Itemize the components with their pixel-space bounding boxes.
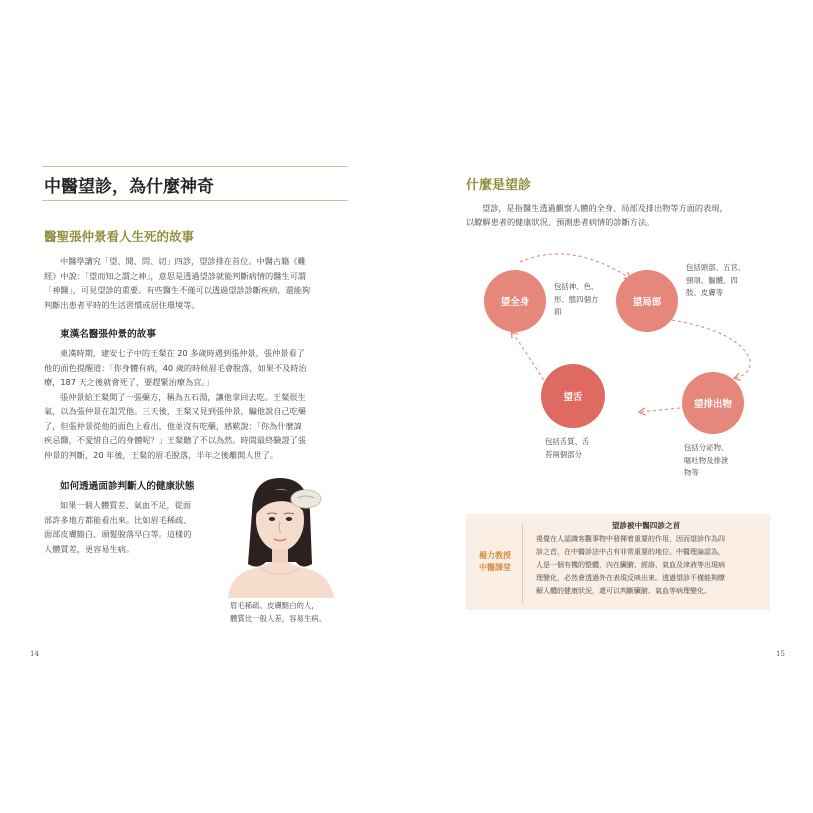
right-heading: 什麼是望診 (466, 178, 532, 193)
node-whole-body-desc: 包括神、色、 形、態四個方 面 (554, 282, 599, 316)
story-line: 氣，以為張仲景在詛咒他。三天後，王粲又見到張仲景，騙他說自己吃藥 (44, 406, 307, 416)
note-text: 視覺在人認識客觀事物中發揮着重要的作用，因而望診作為四 診之首，在中醫診法中占有非常重要的地位。中醫理論認為， 人是一個有機的整體，內在臟腑、經絡、氣血及津液等出現病 理變化，必然會透過外在表現反映出來。透過望診不僅能夠瞭 解人體的健康狀況，還可以判斷臟腑、氣血等病理變化。 (536, 535, 725, 595)
intro-line: 經》中說：「望而知之謂之神」，意思是透過望診就能判斷病情的醫生可謂 (44, 270, 306, 281)
node-label: 望全身 (500, 297, 530, 308)
node-excreta-desc: 包括分泌物、 嘔吐物及排泄 物等 (684, 443, 729, 477)
node-label: 望排出物 (693, 399, 732, 410)
intro-line: 中醫學講究「望、聞、問、切」四診，望診排在首位。中醫古籍《難 (60, 256, 306, 266)
face-line: 如果一個人體質差、氣血不足，從面 (60, 500, 192, 510)
node-excreta (682, 372, 744, 434)
story-line: 他的面色提醒道：「你身體有病，40 歲的時候眉毛會脫落，如果不及時治 (44, 362, 307, 373)
story-line: 疾忌醫，不愛惜自己的身體呢？」王粲聽了不以為然。時間最終驗證了張 (44, 435, 307, 445)
title-rule-bottom (42, 200, 348, 201)
right-intro-line: 望診，是指醫生透過觀察人體的全身、局部及排出物等方面的表現， (482, 203, 728, 213)
note-box (466, 514, 770, 610)
woman-illustration (222, 472, 340, 598)
node-label: 望局部 (632, 297, 662, 308)
story-line: 仲景的判斷，20 年後，王粲的眉毛脫落，半年之後離開人世了。 (44, 449, 279, 460)
illustration-caption (230, 600, 355, 625)
story-line: 張仲景給王粲開了一張藥方，稱為五石湯，讓他拿回去吃。王粲很生 (60, 391, 306, 402)
page-title: 中醫望診，為什麼神奇 (44, 177, 214, 197)
story-heading: 東漢名醫張仲景的故事 (60, 329, 156, 340)
story-line: 療，187 天之後就會死了，要趕緊治療為宜。」 (44, 377, 214, 387)
caption-line: 眉毛稀疏、皮膚黯白的人， (230, 601, 319, 610)
right-intro-line: 以瞭解患者的健康狀況、預測患者病情的診斷方法。 (466, 216, 655, 227)
note-title: 望診被中醫四診之首 (611, 521, 681, 530)
story-paragraph (44, 346, 354, 462)
section-heading: 醫聖張仲景看人生死的故事 (44, 229, 195, 244)
note-divider (522, 523, 523, 603)
note-tag: 楊力教授 中醫課堂 (479, 551, 511, 572)
intro-paragraph (44, 254, 354, 312)
face-line: 面部皮膚黯白、頭髮脫落早白等。這樣的 (44, 529, 192, 539)
title-rule-top (42, 166, 348, 167)
node-local-desc: 包括頭部、五官、 頸項、軀體、四 肢、皮膚等 (686, 263, 746, 297)
face-heading: 如何透過面診判斷人的健康狀態 (60, 481, 195, 492)
story-line: 東漢時期，建安七子中的王粲在 20 多歲時遇到張仲景，張仲景看了 (60, 348, 305, 358)
intro-line: 判斷出患者平時的生活習慣或居住環境等。 (44, 299, 200, 310)
page-number-left: 14 (30, 650, 39, 658)
face-line: 人體質差，更容易生病。 (44, 543, 135, 554)
face-line: 部許多地方都能看出來。比如眉毛稀疏、 (44, 514, 192, 525)
node-local (616, 270, 678, 332)
story-line: 了，但張仲景從他的面色上看出，他並沒有吃藥，感歎說：「你為什麼諱 (44, 420, 302, 431)
right-intro (466, 202, 776, 229)
node-tongue-desc: 包括舌質、舌 苔兩個部分 (545, 437, 590, 459)
caption-line: 體質比一般人差，容易生病。 (230, 613, 327, 623)
node-whole-body (484, 270, 546, 332)
node-label: 望舌 (563, 392, 583, 403)
node-tongue (541, 364, 605, 428)
face-paragraph (44, 498, 224, 556)
page-number-right: 15 (776, 650, 785, 658)
intro-line: 「神醫」，可見望診的重要。有些醫生不僅可以透過望診診斷疾病，還能夠 (44, 285, 311, 295)
